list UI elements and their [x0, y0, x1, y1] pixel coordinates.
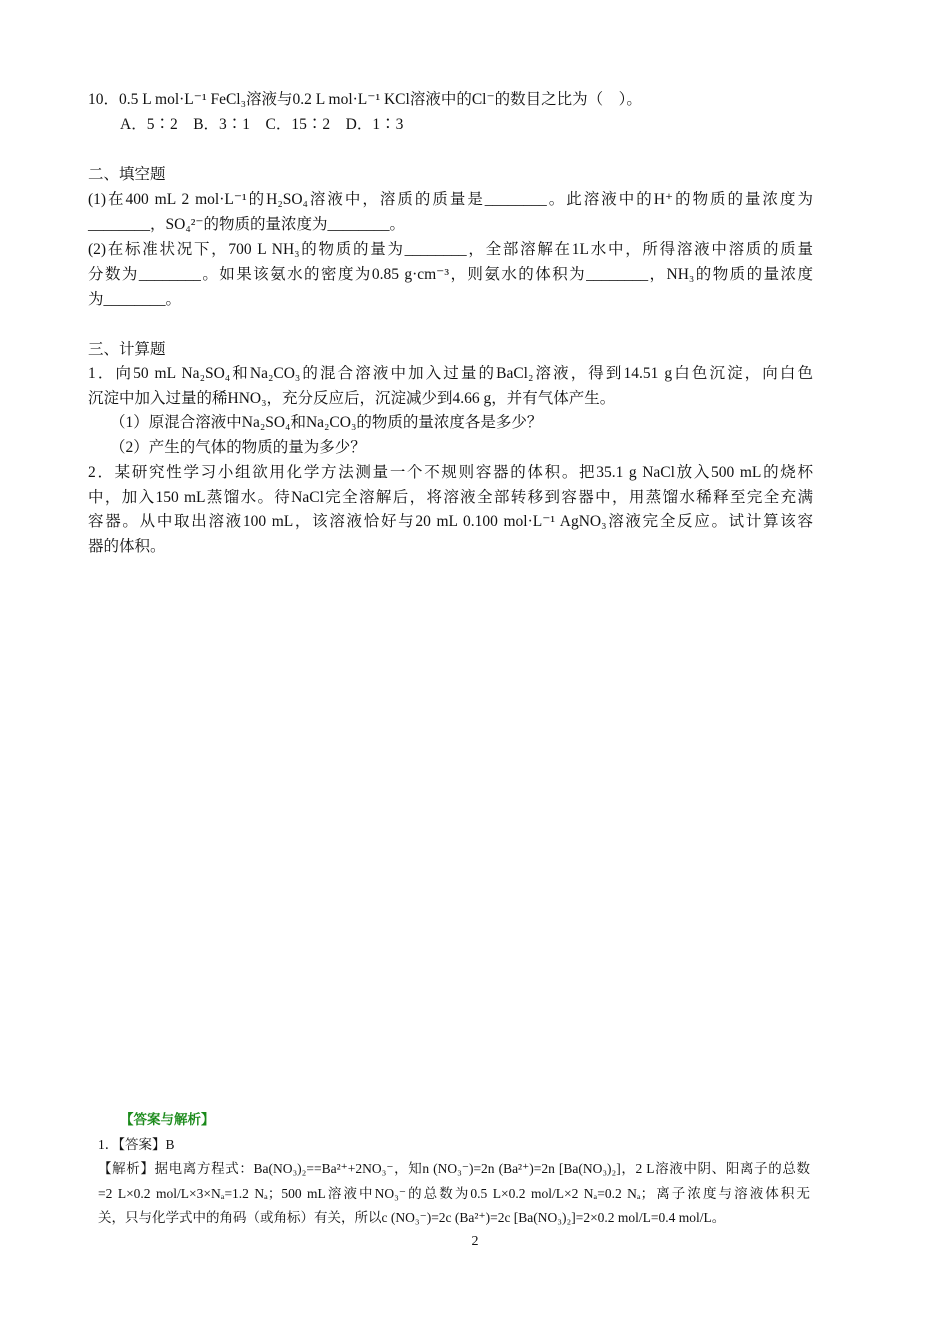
explanation-line1: 【解析】据电离方程式：Ba(NO₃)₂==Ba²⁺+2NO₃⁻，知n (NO₃⁻)=2n (Ba²⁺)=2n [Ba(NO₃)₂]，2 L溶液中阴、阳离子的总数: [98, 1161, 810, 1176]
section2-heading: 二、填空题: [88, 166, 166, 183]
calc-q1-line1: 1．向50 mL Na₂SO₄和Na₂CO₃的混合溶液中加入过量的BaCl₂溶液，得到14.51 g白色沉淀，向白色: [88, 365, 813, 382]
fill-q2-line2: 分数为________。如果该氨水的密度为0.85 g·cm⁻³，则氨水的体积为________，NH₃的物质的量浓度: [88, 266, 813, 283]
calc-q1-line2: 沉淀中加入过量的稀HNO₃，充分反应后，沉淀减少到4.66 g，并有气体产生。: [88, 390, 616, 407]
explanation-line2: =2 L×0.2 mol/L×3×Nₐ=1.2 Nₐ；500 mL溶液中NO₃⁻的总数为0.5 L×0.2 mol/L×2 Nₐ=0.2 Nₐ；离子浓度与溶液体积无: [98, 1186, 810, 1201]
explanation-line3: 关，只与化学式中的角码（或角标）有关，所以c (NO₃⁻)=2c (Ba²⁺)=2c [Ba(NO₃)₂]=2×0.2 mol/L=0.4 mol/L。: [98, 1210, 726, 1225]
q10-options: A．5∶2 B．3∶1 C．15∶2 D．1∶3: [120, 116, 404, 133]
section3-heading: 三、计算题: [88, 341, 166, 358]
q10-stem: 10．0.5 L mol·L⁻¹ FeCl₃溶液与0.2 L mol·L⁻¹ KCl溶液中的Cl⁻的数目之比为（ ）。: [88, 91, 642, 108]
fill-q2-line3: 为________。: [88, 291, 182, 308]
page-number: 2: [471, 1234, 479, 1249]
calc-q2-line1: 2．某研究性学习小组欲用化学方法测量一个不规则容器的体积。把35.1 g NaCl放入500 mL的烧杯: [88, 464, 813, 481]
fill-q1-line2: ________，SO₄²⁻的物质的量浓度为________。: [88, 216, 406, 233]
calc-q1-sub2: （2）产生的气体的物质的量为多少？: [110, 439, 366, 456]
fill-q2-line1: (2)在标准状况下，700 L NH₃的物质的量为________，全部溶解在1L水中，所得溶液中溶质的质量: [88, 241, 813, 258]
calc-q2-line3: 容器。从中取出溶液100 mL，该溶液恰好与20 mL 0.100 mol·L⁻¹ AgNO₃溶液完全反应。试计算该容: [88, 513, 813, 530]
answer-1: 1．【答案】B: [98, 1137, 175, 1152]
answers-heading: 【答案与解析】: [120, 1112, 215, 1127]
calc-q1-sub1: （1）原混合溶液中Na₂SO₄和Na₂CO₃的物质的量浓度各是多少？: [110, 414, 543, 431]
calc-q2-line2: 中，加入150 mL蒸馏水。待NaCl完全溶解后，将溶液全部转移到容器中，用蒸馏水稀释至完全充满: [88, 489, 813, 506]
calc-q2-line4: 器的体积。: [88, 538, 166, 555]
fill-q1-line1: (1)在400 mL 2 mol·L⁻¹的H₂SO₄溶液中，溶质的质量是________。此溶液中的H⁺的物质的量浓度为: [88, 191, 813, 208]
